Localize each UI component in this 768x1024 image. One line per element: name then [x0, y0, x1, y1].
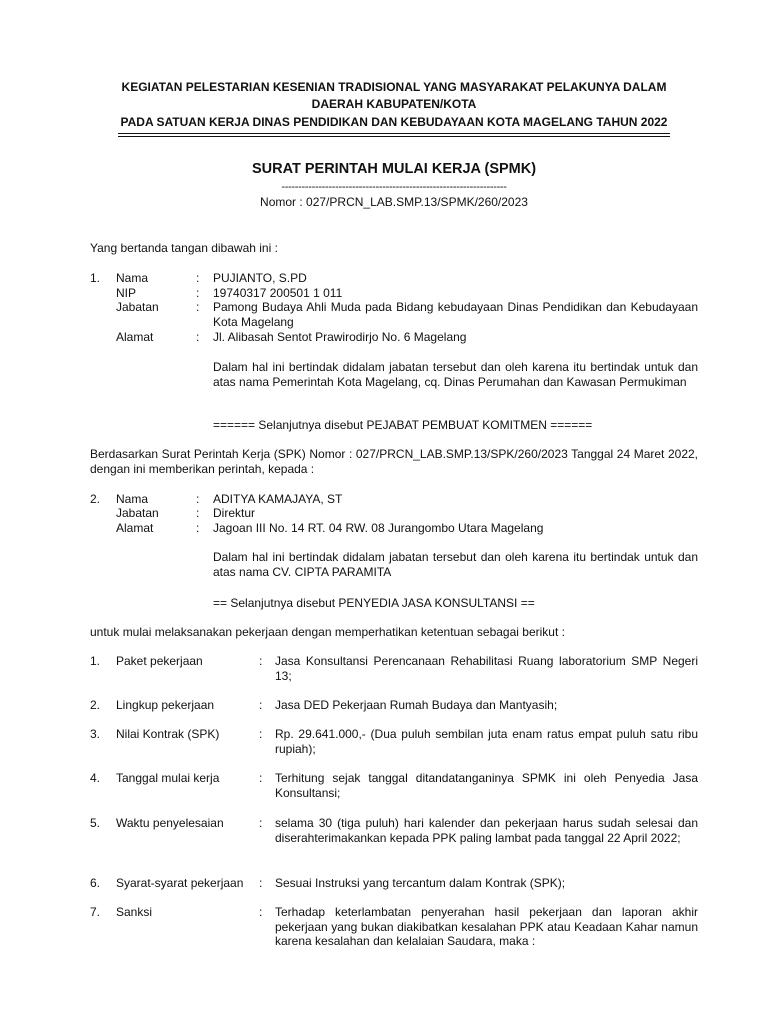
party2-note: Dalam hal ini bertindak didalam jabatan tersebut dan oleh karena itu bertindak untuk dan atas nama CV. CIPTA PARAMITA	[213, 550, 698, 579]
term-value: selama 30 (tiga puluh) hari kalender dan pekerjaan harus sudah selesai dan diserahterimakankan kepada PPK paling lambat pada tanggal 22 April 2022;	[275, 816, 698, 845]
party2-name-value: ADITYA KAMAJAYA, ST	[213, 492, 343, 506]
party1-jabatan-value: Pamong Budaya Ahli Muda pada Bidang kebudayaan Dinas Pendidikan dan Kebudayaan Kota Magelang	[213, 300, 698, 329]
header-line-3: PADA SATUAN KERJA DINAS PENDIDIKAN DAN KEBUDAYAAN KOTA MAGELANG TAHUN 2022	[120, 115, 668, 129]
party1-alamat-value: Jl. Alibasah Sentot Prawirodirjo No. 6 Magelang	[213, 330, 467, 344]
term-value: Terhitung sejak tanggal ditandatanganinya SPMK ini oleh Penyedia Jasa Konsultansi;	[275, 771, 698, 800]
term-value: Rp. 29.641.000,- (Dua puluh sembilan juta enam ratus empat puluh satu ribu rupiah);	[275, 727, 698, 756]
colon: :	[196, 286, 200, 300]
header-rule-top	[118, 133, 670, 134]
colon: :	[259, 905, 263, 919]
party2-jabatan-label: Jabatan	[116, 506, 159, 520]
colon: :	[196, 271, 200, 285]
colon: :	[196, 300, 200, 314]
term-number: 2.	[90, 698, 101, 712]
party2-name-label: Nama	[116, 492, 149, 506]
term-value: Jasa Konsultansi Perencanaan Rehabilitasi Ruang laboratorium SMP Negeri 13;	[275, 654, 698, 683]
term-number: 6.	[90, 876, 101, 890]
colon: :	[259, 771, 263, 785]
term-number: 7.	[90, 905, 101, 919]
term-number: 4.	[90, 771, 101, 785]
party1-nip-label: NIP	[116, 286, 137, 300]
party2-alamat-value: Jagoan III No. 14 RT. 04 RW. 08 Jurangombo Utara Magelang	[213, 521, 544, 535]
party1-note: Dalam hal ini bertindak didalam jabatan tersebut dan oleh karena itu bertindak untuk dan atas nama Pemerintah Kota Magelang, cq. Dinas Perumahan dan Kawasan Permukiman	[213, 360, 698, 389]
party1-number: 1.	[90, 271, 101, 285]
title-dashes: -------------------------------------------------------------------	[281, 181, 507, 193]
party1-alamat-label: Alamat	[116, 330, 154, 344]
document-number: Nomor : 027/PRCN_LAB.SMP.13/SPMK/260/2023	[260, 195, 528, 209]
intro-text: Yang bertanda tangan dibawah ini :	[90, 241, 278, 255]
colon: :	[259, 654, 263, 668]
colon: :	[196, 492, 200, 506]
term-label: Lingkup pekerjaan	[116, 698, 215, 712]
instruction-text: untuk mulai melaksanakan pekerjaan dengan memperhatikan ketentuan sebagai berikut :	[90, 625, 565, 639]
header-line-2: DAERAH KABUPATEN/KOTA	[311, 97, 477, 111]
header-rule-bottom	[118, 136, 670, 137]
party2-designation: == Selanjutnya disebut PENYEDIA JASA KONSULTANSI ==	[213, 596, 535, 610]
colon: :	[259, 698, 263, 712]
term-value: Jasa DED Pekerjaan Rumah Budaya dan Mantyasih;	[275, 698, 558, 712]
party2-jabatan-value: Direktur	[213, 506, 256, 520]
term-value: Terhadap keterlambatan penyerahan hasil pekerjaan dan laporan akhir pekerjaan yang bukan diakibatkan kesalahan PPK atau Keadaan Kahar namun karena kesalahan dan kelalaian Saudara, maka :	[275, 905, 698, 949]
party1-nip-value: 19740317 200501 1 011	[213, 286, 343, 300]
basis-paragraph: Berdasarkan Surat Perintah Kerja (SPK) Nomor : 027/PRCN_LAB.SMP.13/SPK/260/2023 Tanggal 24 Maret 2022, dengan ini memberikan perintah, kepada :	[90, 447, 698, 476]
term-value: Sesuai Instruksi yang tercantum dalam Kontrak (SPK);	[275, 876, 566, 890]
party1-jabatan-label: Jabatan	[116, 300, 159, 314]
party2-number: 2.	[90, 492, 101, 506]
term-label: Waktu penyelesaian	[116, 816, 224, 830]
party1-designation: ====== Selanjutnya disebut PEJABAT PEMBUAT KOMITMEN ======	[213, 418, 593, 432]
colon: :	[259, 816, 263, 830]
term-label: Sanksi	[116, 905, 153, 919]
term-number: 1.	[90, 654, 101, 668]
document-title: SURAT PERINTAH MULAI KERJA (SPMK)	[251, 161, 537, 177]
party2-alamat-label: Alamat	[116, 521, 154, 535]
colon: :	[196, 506, 200, 520]
party1-name-label: Nama	[116, 271, 149, 285]
term-number: 3.	[90, 727, 101, 741]
term-label: Syarat-syarat pekerjaan	[116, 876, 244, 890]
term-label: Tanggal mulai kerja	[116, 771, 220, 785]
colon: :	[196, 521, 200, 535]
colon: :	[196, 330, 200, 344]
term-label: Nilai Kontrak (SPK)	[116, 727, 220, 741]
header-line-1: KEGIATAN PELESTARIAN KESENIAN TRADISIONAL YANG MASYARAKAT PELAKUNYA DALAM	[121, 80, 667, 94]
colon: :	[259, 876, 263, 890]
colon: :	[259, 727, 263, 741]
term-label: Paket pekerjaan	[116, 654, 203, 668]
party1-name-value: PUJIANTO, S.PD	[213, 271, 307, 285]
term-number: 5.	[90, 816, 101, 830]
